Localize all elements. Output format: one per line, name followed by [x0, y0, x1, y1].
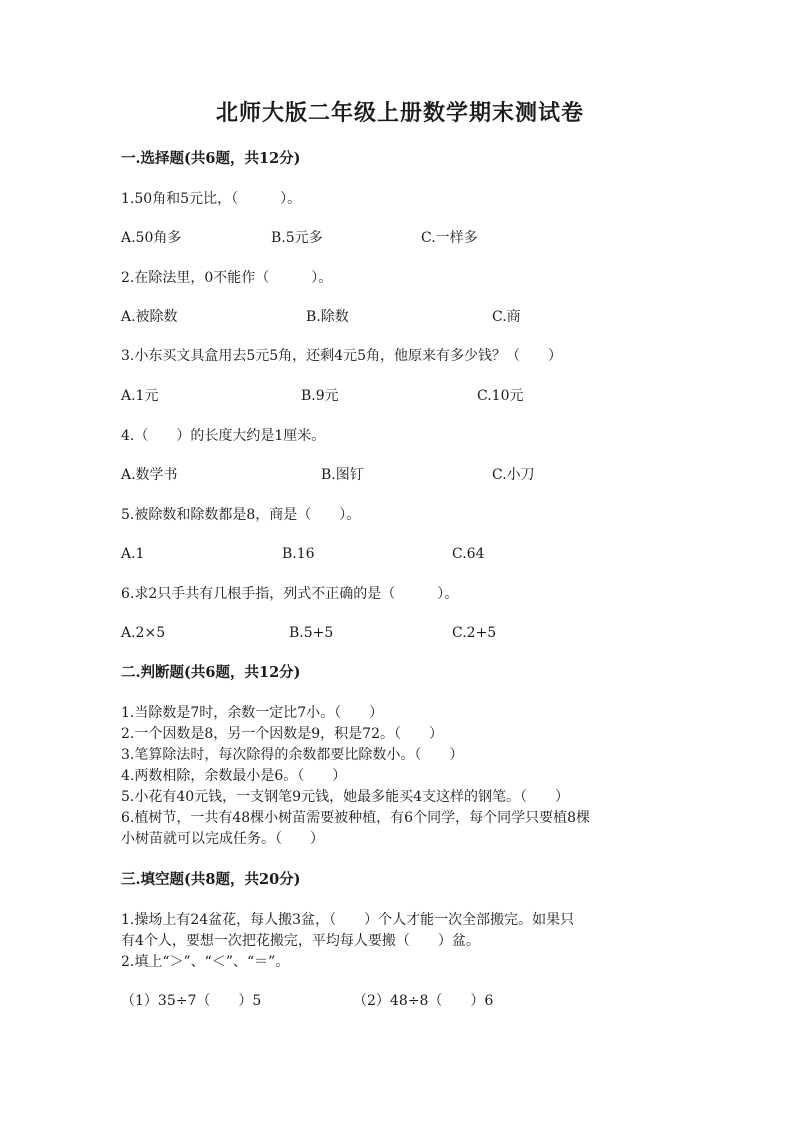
page-title: 北师大版二年级上册数学期末测试卷 — [215, 100, 584, 126]
option-b: B.16 — [282, 546, 315, 562]
question-text: 6.求2只手共有几根手指，列式不正确的是（ ）。 — [121, 586, 459, 602]
option-a: A.1元 — [121, 388, 159, 404]
option-b: B.5元多 — [271, 230, 323, 246]
statement-line: 2.一个因数是8，另一个因数是9，积是72。（ ） — [121, 726, 443, 742]
question-text: 2.在除法里，0不能作（ ）。 — [121, 270, 333, 286]
option-a: A.2×5 — [121, 625, 166, 641]
section-heading-judge: 二.判断题(共6题，共12分) — [121, 664, 301, 681]
question-text: 5.被除数和除数都是8，商是（ ）。 — [121, 507, 361, 523]
compare-item: （1）35÷7（ ）5 — [121, 993, 262, 1009]
statement-line: 小树苗就可以完成任务。（ ） — [121, 831, 324, 847]
statement-line: 3.笔算除法时，每次除得的余数都要比除数小。（ ） — [121, 747, 464, 763]
section-heading-fill: 三.填空题(共8题，共20分) — [121, 871, 301, 888]
compare-item: （2）48÷8（ ）6 — [353, 993, 494, 1009]
option-c: C.商 — [492, 309, 521, 325]
option-b: B.5+5 — [289, 625, 334, 641]
fill-line: 1.操场上有24盆花，每人搬3盆，（ ）个人才能一次全部搬完。如果只 — [121, 912, 575, 928]
option-b: B.除数 — [306, 309, 349, 325]
statement-line: 6.植树节，一共有48棵小树苗需要被种植，有6个同学，每个同学只要植8棵 — [121, 810, 590, 826]
option-a: A.数学书 — [121, 467, 178, 483]
option-a: A.被除数 — [121, 309, 178, 325]
statement-line: 5.小花有40元钱，一支钢笔9元钱，她最多能买4支这样的钢笔。（ ） — [121, 789, 569, 805]
option-c: C.2+5 — [452, 625, 497, 641]
section-heading-choice: 一.选择题(共6题，共12分) — [121, 150, 301, 167]
option-a: A.50角多 — [121, 230, 182, 246]
option-b: B.图钉 — [321, 467, 364, 483]
question-text: 1.50角和5元比，（ ）。 — [121, 191, 302, 207]
option-c: C.10元 — [477, 388, 524, 404]
question-text: 4.（ ）的长度大约是1厘米。 — [121, 428, 326, 444]
option-c: C.一样多 — [421, 230, 478, 246]
fill-line: 有4个人，要想一次把花搬完，平均每人要搬（ ）盆。 — [121, 933, 480, 949]
question-text: 3.小东买文具盒用去5元5角，还剩4元5角，他原来有多少钱？（ ） — [121, 348, 562, 364]
statement-line: 4.两数相除，余数最小是6。（ ） — [121, 768, 347, 784]
statement-line: 1.当除数是7时，余数一定比7小。（ ） — [121, 705, 384, 721]
fill-line: 2.填上“＞”、“＜”、“＝”。 — [121, 954, 290, 970]
option-c: C.小刀 — [492, 467, 535, 483]
option-a: A.1 — [121, 546, 145, 562]
option-b: B.9元 — [301, 388, 339, 404]
option-c: C.64 — [452, 546, 485, 562]
